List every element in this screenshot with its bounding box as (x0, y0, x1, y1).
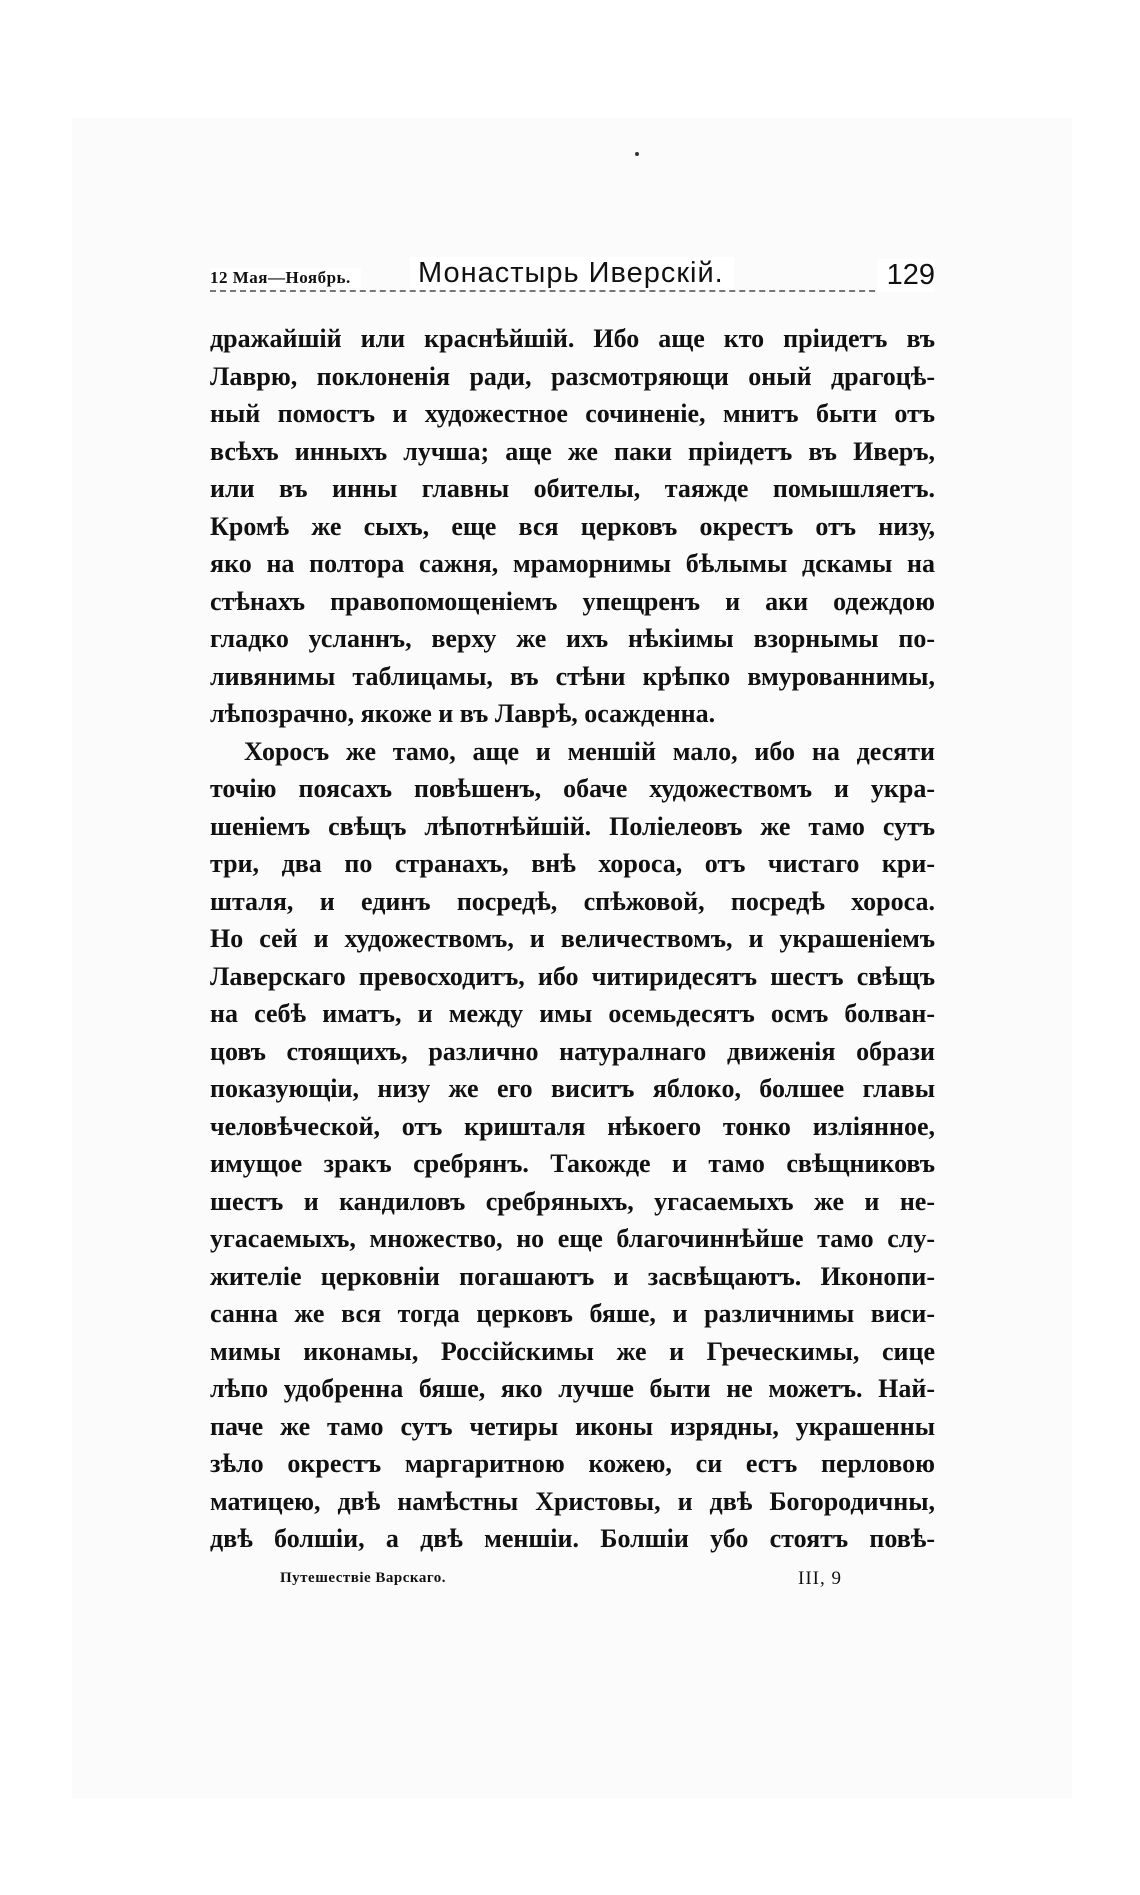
text-line: яко на полтора сажня, мраморнимы бѣлымы дскамы на (210, 549, 935, 578)
header-dates: 12 Мая—Ноябрь. (210, 268, 361, 288)
text-line: матицею, двѣ намѣстны Христовы, и двѣ Богородичны, (210, 1486, 935, 1516)
text-line: шеніемъ свѣщъ лѣпотнѣйшій. Поліелеовъ же тамо сутъ (210, 811, 935, 841)
text-line: человѣческой, отъ кришталя нѣкоего тонко изліянное, (210, 1111, 935, 1141)
text-line: шестъ и кандиловъ сребряныхъ, угасаемыхъ же и не- (210, 1186, 935, 1216)
text-line: три, два по странахъ, внѣ хороса, отъ чистаго кри- (210, 849, 935, 878)
text-line: Лаверскаго превосходитъ, ибо читиридесятъ шестъ свѣщъ (210, 961, 935, 991)
text-line: шталя, и единъ посредѣ, спѣжовой, посредѣ хороса. (210, 886, 935, 916)
header-rule (210, 290, 935, 292)
text-line: ный помостъ и художестное сочиненіе, мнитъ быти отъ (210, 399, 935, 428)
text-line: показующіи, низу же его виситъ яблоко, болшее главы (210, 1074, 935, 1103)
text-line: зѣло окрестъ маргаритною кожею, си естъ перловою (210, 1449, 935, 1478)
text-line: или въ инны главны обителы, таяжде помышляетъ. (210, 474, 935, 503)
paragraph-1 (210, 320, 935, 733)
running-header (210, 250, 935, 294)
text-line: всѣхъ инныхъ лучша; аще же паки пріидетъ въ Иверъ, (210, 436, 935, 466)
text-line: мимы иконамы, Россійскимы же и Греческимы, сице (210, 1336, 935, 1366)
header-title: Монастырь Иверскій. (410, 257, 734, 290)
text-line: точію поясахъ повѣшенъ, обаче художествомъ и укра- (210, 774, 935, 803)
paragraph-2 (210, 733, 935, 1558)
text-line: дражайшій или краснѣйшій. Ибо аще кто пріидетъ въ (210, 324, 935, 353)
text-line: ливянимы таблицамы, въ стѣни крѣпко вмурованнимы, (210, 661, 935, 691)
print-speck (635, 152, 639, 156)
text-line: угасаемыхъ, множество, но еще благочиннѣйше тамо слу- (210, 1224, 935, 1253)
text-line: имущое зракъ сребрянъ. Такожде и тамо свѣщниковъ (210, 1149, 935, 1178)
text-line: на себѣ иматъ, и между имы осемьдесятъ осмъ болван- (210, 999, 935, 1028)
page-footer (280, 1570, 880, 1600)
text-line: Лаврю, поклоненія ради, разсмотряющи оный драгоцѣ- (210, 361, 935, 391)
text-line: лѣпозрачно, якоже и въ Лаврѣ, осажденна. (210, 699, 716, 728)
footer-book-title: Путешествіе Варскаго. (280, 1570, 447, 1586)
text-line: жителіе церковніи погашаютъ и засвѣщаютъ. Иконопи- (210, 1261, 935, 1291)
text-line: стѣнахъ правопомощеніемъ упещренъ и аки одеждою (210, 586, 935, 616)
body-text (210, 320, 935, 1558)
page-number: 129 (877, 259, 935, 292)
text-line: Но сей и художествомъ, и величествомъ, и украшеніемъ (210, 924, 935, 953)
text-line: Хоросъ же тамо, аще и меншій мало, ибо на десяти (244, 736, 935, 766)
text-line: двѣ болшіи, а двѣ меншіи. Болшіи убо стоятъ повѣ- (210, 1524, 935, 1553)
text-line: лѣпо удобренна бяше, яко лучше быти не можетъ. Най- (210, 1374, 935, 1403)
text-line: гладко усланнъ, верху же ихъ нѣкіимы взорнымы по- (210, 624, 935, 653)
footer-signature: III, 9 (798, 1568, 842, 1589)
text-line: санна же вся тогда церковъ бяше, и различнимы виси- (210, 1299, 935, 1328)
text-line: цовъ стоящихъ, различно натуралнаго движенія образи (210, 1036, 935, 1066)
text-line: паче же тамо сутъ четиры иконы изрядны, украшенны (210, 1411, 935, 1441)
text-line: Кромѣ же сыхъ, еще вся церковъ окрестъ отъ низу, (210, 511, 935, 541)
